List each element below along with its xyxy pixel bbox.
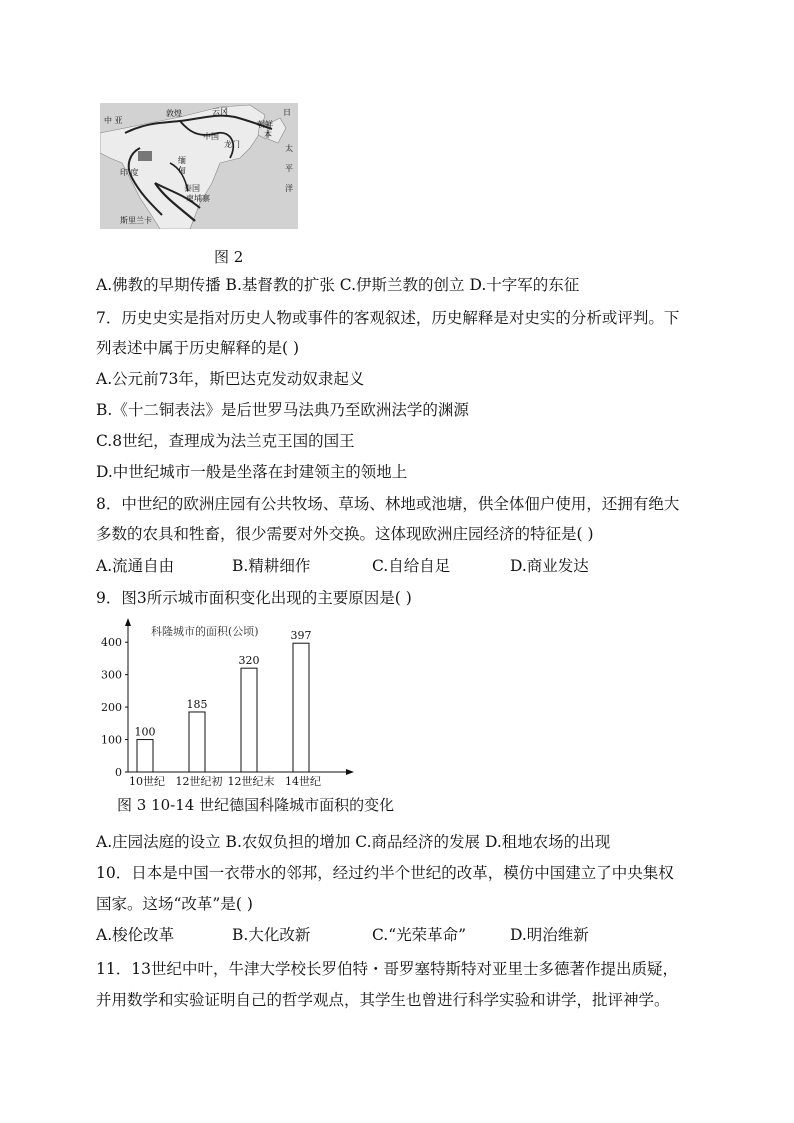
map-label-korea: 朝鲜 [257,120,273,129]
map-label-dunhuang: 敦煌 [166,109,182,118]
chart-data-label: 320 [238,654,260,668]
q10-options [96,925,589,945]
q10-stem-line1: 10．日本是中国一衣带水的邻邦，经过约半个世纪的改革，模仿中国建立了中央集权 [96,864,674,882]
q6-options: A.佛教的早期传播 B.基督教的扩张 C.伊斯兰教的创立 D.十字军的东征 [96,276,580,294]
chart-bar [241,668,257,772]
chart-category-label: 10世纪 [129,775,165,788]
map-label-central-asia: 中 亚 [104,116,123,125]
figure-3-caption: 图 3 10-14 世纪德国科隆城市面积的变化 [117,796,395,814]
map-label-myanmar: 缅 [178,156,186,165]
map-label-yungang: 云冈 [212,107,228,116]
q9-stem: 9．图3所示城市面积变化出现的主要原因是( ) [96,589,412,607]
q7-stem-line2: 列表述中属于历史解释的是( ) [96,339,300,357]
chart-y-tick-label: 100 [101,733,122,747]
chart-data-label: 100 [134,725,156,739]
map-label-japan: 日 [283,108,291,117]
chart-bar [189,712,205,772]
q8-stem-line1: 8．中世纪的欧洲庄园有公共牧场、草场、林地或池塘，供全体佃户使用，还拥有绝大 [96,495,680,513]
chart-y-tick-label: 300 [101,668,122,682]
map-label-pacific-3: 洋 [285,184,293,193]
chart-y-tick-label: 200 [101,701,122,715]
q7-option-a: A.公元前73年，斯巴达克发动奴隶起义 [96,370,365,388]
chart-data-label: 185 [186,697,208,711]
q8-options [96,556,589,576]
chart-y-tick-label: 400 [101,636,122,650]
chart-y-axis-arrow [125,618,131,626]
map-label-cambodia: 柬埔寨 [186,194,210,203]
map-label-pacific-1: 太 [285,144,293,153]
q10-option-b: B.大化改新 [232,926,311,944]
map-label-myanmar-2: 甸 [178,166,186,175]
map-label-longmen: 龙门 [224,140,240,149]
chart-y-tick-label: 0 [115,766,122,779]
chart-category-label: 12世纪末 [227,775,275,788]
chart-category-label: 14世纪 [285,775,321,788]
q10-option-c: C.“光荣革命” [372,926,467,944]
map-label-sri-lanka: 斯里兰卡 [120,216,152,225]
map-label-india: 印 度 [120,168,139,177]
chart-x-axis-arrow [346,769,354,775]
q8-option-c: C.自给自足 [372,557,451,575]
q11-stem-line1: 11．13世纪中叶，牛津大学校长罗伯特・哥罗塞特斯特对亚里士多德著作提出质疑， [96,960,678,978]
chart-bar [137,740,153,772]
q7-option-d: D.中世纪城市一般是坐落在封建领主的领地上 [96,463,408,481]
q8-option-d: D.商业发达 [510,557,589,575]
map-label-thailand: 泰国 [184,184,200,193]
map-label-pacific-2: 平 [285,164,293,173]
chart-bar [293,643,309,772]
map-label-japan-2: 本 [264,130,272,139]
chart-title: 科隆城市的面积(公顷) [151,625,259,638]
q10-stem-line2: 国家。这场“改革”是( ) [96,895,253,913]
q7-stem-line1: 7．历史史实是指对历史人物或事件的客观叙述，历史解释是对史实的分析或评判。下 [96,309,680,327]
map-hatched-region [138,151,152,161]
city-area-bar-chart [96,616,356,788]
chart-data-label: 397 [290,629,312,643]
map-label-china: 中国 [203,132,219,141]
q10-option-a: A.梭伦改革 [96,926,175,944]
buddhism-spread-map [100,103,298,229]
chart-category-label: 12世纪初 [175,775,223,788]
q8-stem-line2: 多数的农具和牲畜，很少需要对外交换。这体现欧洲庄园经济的特征是( ) [96,525,594,543]
q7-option-c: C.8世纪，查理成为法兰克王国的国王 [96,432,355,450]
q8-option-a: A.流通自由 [96,557,175,575]
q9-options: A.庄园法庭的设立 B.农奴负担的增加 C.商品经济的发展 D.租地农场的出现 [96,833,611,851]
q10-option-d: D.明治维新 [510,926,589,944]
q7-option-b: B.《十二铜表法》是后世罗马法典乃至欧洲法学的渊源 [96,401,469,419]
figure-2-caption: 图 2 [214,248,244,266]
q11-stem-line2: 并用数学和实验证明自己的哲学观点，其学生也曾进行科学实验和讲学，批评神学。 [96,991,670,1009]
q8-option-b: B.精耕细作 [232,557,311,575]
